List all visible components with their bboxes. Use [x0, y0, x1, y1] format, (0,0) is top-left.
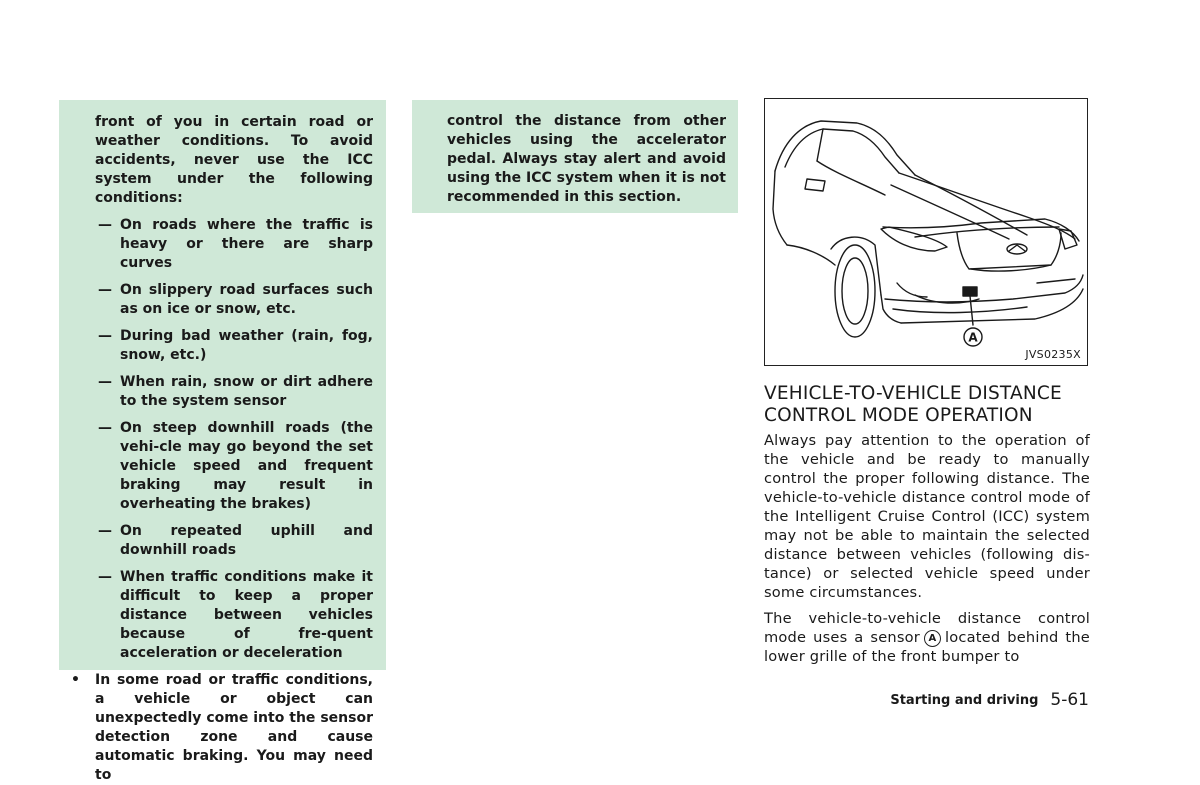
paragraph-2: The vehicle-to-vehicle distance control mode uses a sensor A located behind the lower grille of the front bumper to: [764, 610, 1090, 665]
dash-item: — When rain, snow or dirt adhere to the system sensor: [98, 374, 373, 409]
callout-a-icon: A: [924, 630, 941, 647]
warning-box-left: [59, 100, 386, 783]
dash-item: — On repeated uphill and downhill roads: [98, 523, 373, 558]
bullet-icon: •: [71, 672, 80, 688]
figure-id: JVS0235X: [1025, 348, 1081, 361]
warning-continued: control the distance from other vehicles using the accelerator pedal. Always stay alert and avoid using the ICC system when it is not recommended in this section.: [447, 113, 726, 205]
page-number: 5-61: [1050, 690, 1089, 710]
dash-item: — During bad weather (rain, fog, snow, etc.): [98, 328, 373, 363]
dash-item: — When traffic conditions make it difficult to keep a proper distance between vehicles because of fre-quent acceleration or deceleration: [98, 569, 373, 661]
dash-item: — On roads where the traffic is heavy or there are sharp curves: [98, 217, 373, 271]
dash-item: — On steep downhill roads (the vehi-cle may go beyond the set vehicle speed and frequent braking may result in overheating the brakes): [98, 420, 373, 512]
section-heading: VEHICLE-TO-VEHICLE DISTANCE CONTROL MODE OPERATION: [764, 383, 1062, 426]
warning-intro: front of you in certain road or weather conditions. To avoid accidents, never use the ICC system under the following conditions:: [95, 114, 373, 206]
warning-box-middle: [412, 100, 738, 213]
car-figure: [764, 98, 1088, 366]
bullet-item: • In some road or traffic conditions, a vehicle or object can unexpectedly come into the sensor detection zone and cause automatic braking. You may need to: [71, 672, 373, 783]
car-illustration: [765, 99, 1086, 364]
callout-a-label: A: [968, 330, 978, 345]
page-footer: [890, 690, 1089, 710]
dash-item: — On slippery road surfaces such as on ice or snow, etc.: [98, 282, 373, 317]
section-name: Starting and driving: [890, 693, 1039, 708]
paragraph-1: Always pay attention to the operation of the vehicle and be ready to manually control the proper following distance. The vehicle-to-vehicle distance control mode of the Intelligent Cruise Control (ICC) system may not be able to maintain the selected distance between vehicles (following dis-tance) or selected vehicle speed under some circumstances.: [764, 432, 1090, 601]
